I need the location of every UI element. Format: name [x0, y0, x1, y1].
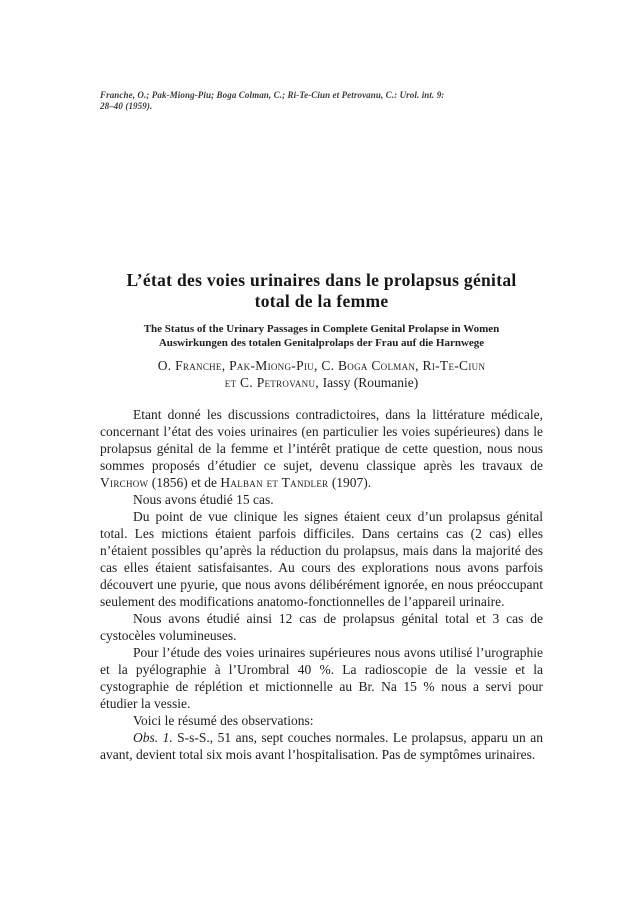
author-line-1: O. Franche, Pak-Miong-Piu, C. Boga Colman, Ri-Te-Ciun — [157, 358, 486, 373]
running-head-citation — [100, 90, 543, 111]
paragraph-observation-1: Obs. 1. S-s-S., 51 ans, sept couches normales. Le prolapsus, apparu un an avant, devient total six mois avant l’hospitalisation. Pas de symptômes urinaires. — [100, 730, 543, 762]
text-column — [100, 90, 543, 763]
subtitle-english: The Status of the Urinary Passages in Complete Genital Prolapse in Women — [143, 323, 500, 335]
subtitle-german: Auswirkungen des totalen Genitalprolaps der Frau auf die Harnwege — [158, 336, 485, 349]
citation-line-1: Franche, O.; Pak-Miong-Piu; Boga Colman, C.; Ri-Te-Ciun et Petrovanu, C.: Urol. int. 9: — [100, 90, 445, 100]
author-line-2: et C. Petrovanu, Iassy (Roumanie) — [224, 375, 419, 390]
citation-line-2: 28–40 (1959). — [100, 100, 153, 111]
article-title — [100, 270, 543, 312]
translated-titles — [100, 323, 543, 350]
paragraph-clinical-signs: Du point de vue clinique les signes étaient ceux d’un prolapsus génital total. Les mictions étaient parfois difficiles. Dans certains cas (2 cas) elles n’étaient possibles qu’après la réduction du prolapsus, mais dans la majorité des cas elles étaient satisfaisantes. Au cours des explorations nous avons parfois découvert une pyurie, que nous avons délibérément ignorée, en nous préoccupant seulement des modifications anatomo-fonctionnelles de l’appareil urinaire. — [100, 509, 543, 609]
author-byline — [100, 357, 543, 391]
paragraph-case-count: Nous avons étudié 15 cas. — [133, 492, 274, 507]
article-title-line-1: L’état des voies urinaires dans le prolapsus génital — [126, 270, 517, 290]
paragraph-introduction: Etant donné les discussions contradictoires, dans la littérature médicale, concernant l’état des voies urinaires (en particulier les voies supérieures) dans le prolapsus génital de la femme et l’intérêt pratique de cette question, nous nous sommes proposés d’étudier ce sujet, devenu classique après les travaux de Virchow (1856) et de Halban et Tandler (1907). — [100, 407, 543, 490]
paragraph-methods: Pour l’étude des voies urinaires supérieures nous avons utilisé l’urographie et la pyélographie à l’Urombral 40 %. La radioscopie de la vessie et la cystographie de réplétion et mictionnelle au Br. Na 15 % nous a servi pour étudier la vessie. — [100, 645, 543, 711]
paragraph-observations-intro: Voici le résumé des observations: — [133, 713, 314, 728]
article-title-line-2: total de la femme — [254, 291, 389, 311]
paragraph-case-breakdown: Nous avons étudié ainsi 12 cas de prolapsus génital total et 3 cas de cystocèles volumineuses. — [100, 611, 543, 643]
article-body — [100, 406, 543, 763]
